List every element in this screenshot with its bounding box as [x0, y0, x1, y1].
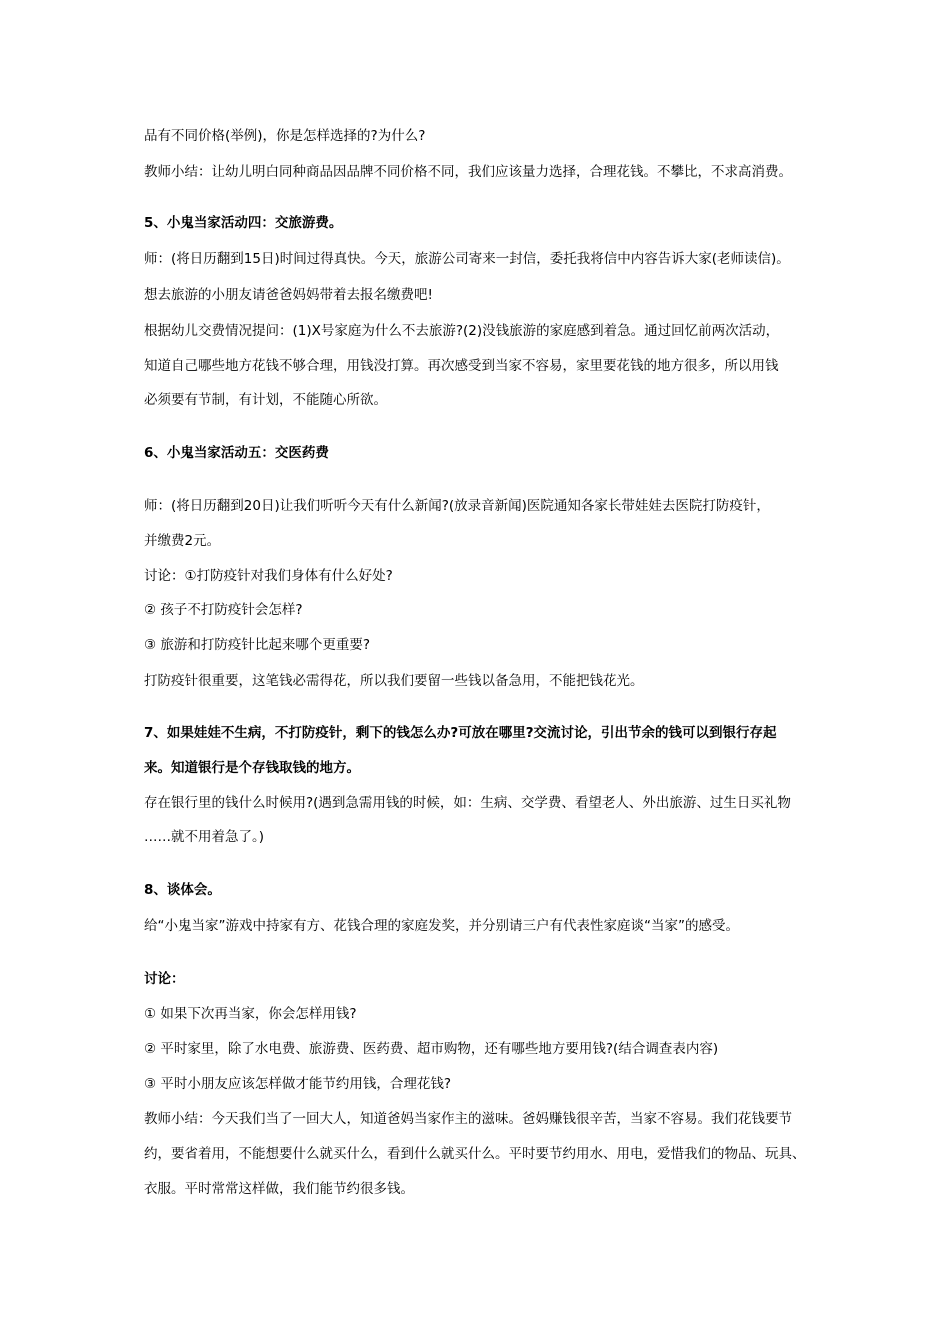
discussion-heading: 讨论：: [144, 971, 185, 987]
section-heading-8: 8、谈体会。: [144, 882, 221, 898]
paragraph-line: 约，要省着用，不能想要什么就买什么，看到什么就买什么。平时要节约用水、用电，爱惜我们的物品、玩具、: [144, 1146, 806, 1162]
teacher-summary-line: 教师小结：让幼儿明白同种商品因品牌不同价格不同，我们应该量力选择，合理花钱。不攀比，不求高消费。: [144, 164, 792, 180]
paragraph-line: 存在银行里的钱什么时候用?(遇到急需用钱的时候，如：生病、交学费、看望老人、外出旅游、过生日买礼物: [144, 795, 791, 811]
discussion-item: ② 孩子不打防疫针会怎样?: [144, 602, 303, 618]
paragraph-line: 想去旅游的小朋友请爸爸妈妈带着去报名缴费吧!: [144, 287, 433, 303]
discussion-item: ③ 平时小朋友应该怎样做才能节约用钱，合理花钱?: [144, 1076, 452, 1092]
paragraph-line: 品有不同价格(举例)，你是怎样选择的?为什么?: [144, 128, 426, 144]
paragraph-line: 并缴费2元。: [144, 533, 221, 549]
paragraph-line: 根据幼儿交费情况提问：(1)X号家庭为什么不去旅游?(2)没钱旅游的家庭感到着急。通过回忆前两次活动，: [144, 323, 780, 339]
paragraph-line: 打防疫针很重要，这笔钱必需得花，所以我们要留一些钱以备急用，不能把钱花光。: [144, 673, 644, 689]
teacher-summary-line: 教师小结：今天我们当了一回大人，知道爸妈当家作主的滋味。爸妈赚钱很辛苦，当家不容易。我们花钱要节: [144, 1111, 792, 1127]
paragraph-line: 师：(将日历翻到20日)让我们听听今天有什么新闻?(放录音新闻)医院通知各家长带娃娃去医院打防疫针，: [144, 498, 770, 514]
section-heading-6: 6、小鬼当家活动五：交医药费: [144, 445, 329, 461]
discussion-item: ① 如果下次再当家，你会怎样用钱?: [144, 1006, 357, 1022]
paragraph-line: 衣服。平时常常这样做，我们能节约很多钱。: [144, 1181, 414, 1197]
section-heading-7-cont: 来。知道银行是个存钱取钱的地方。: [144, 760, 360, 776]
section-heading-7: 7、如果娃娃不生病，不打防疫针，剩下的钱怎么办?可放在哪里?交流讨论，引出节余的钱可以到银行存起: [144, 725, 777, 741]
discussion-line: 讨论：①打防疫针对我们身体有什么好处?: [144, 568, 393, 584]
discussion-item: ② 平时家里，除了水电费、旅游费、医药费、超市购物，还有哪些地方要用钱?(结合调查表内容): [144, 1041, 719, 1057]
paragraph-line: 知道自己哪些地方花钱不够合理，用钱没打算。再次感受到当家不容易，家里要花钱的地方很多，所以用钱: [144, 358, 779, 374]
discussion-item: ③ 旅游和打防疫针比起来哪个更重要?: [144, 637, 371, 653]
paragraph-line: ……就不用着急了。): [144, 829, 265, 845]
section-heading-5: 5、小鬼当家活动四：交旅游费。: [144, 215, 343, 231]
paragraph-line: 给“小鬼当家”游戏中持家有方、花钱合理的家庭发奖，并分别请三户有代表性家庭谈“当家”的感受。: [144, 918, 739, 934]
paragraph-line: 师：(将日历翻到15日)时间过得真快。今天，旅游公司寄来一封信，委托我将信中内容告诉大家(老师读信)。: [144, 251, 790, 267]
paragraph-line: 必须要有节制，有计划，不能随心所欲。: [144, 392, 387, 408]
